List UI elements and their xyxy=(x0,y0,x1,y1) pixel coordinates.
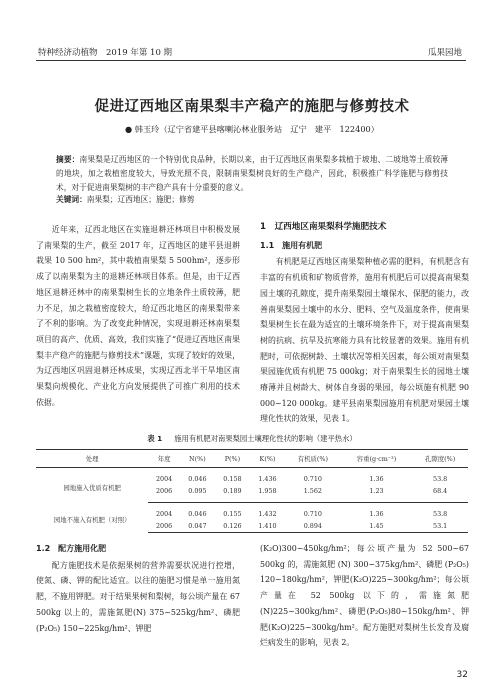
table-cell: 1.436 xyxy=(258,475,277,483)
section-1-2-paragraph: 配方施肥技术是依据果树的营养需要状况进行控增，使氮、磷、钾的配比适宜。以往的施肥习惯是单一施用氮肥，不施用钾肥。对于结果果树和梨树，每公顷产量在 67 500kg 以上的，需施氮肥(N) 375~525kg/hm²、磷肥 (P₂O₅) 150~225kg/hm²、钾肥 xyxy=(36,560,240,633)
table-cell: 53.8 xyxy=(433,510,448,518)
section-1-heading: 1 辽西地区南果梨科学施肥技术 xyxy=(260,222,387,232)
table-cell: 0.046 xyxy=(188,510,207,518)
abstract-label: 摘要： xyxy=(56,155,80,164)
table-header-cell: 处理 xyxy=(36,450,148,468)
intro-paragraph: 近年来，辽西北地区在实施退耕还林项目中积极发展了南果梨的生产，截至 2017 年，辽西地区的建平县退耕栽果 10 500 hm²，其中栽植南果梨 5 500hm²，逐步形成了以南果梨为主的退耕还林项目体系。但是，由于辽西地区退耕还林中的南果梨树生长的立地条件土质较薄，肥力不足，加之栽植密度较大，给辽西北地区的南果梨带来了不利的影响。为了改变此种情况，实现退耕还林南果梨项目的高产、优质、高效，我们实施了“促进辽西地区南果梨丰产稳产的施肥与修剪技术”课题，实现了较好的效果，为辽西地区巩固退耕还林成果，实现辽西北半干旱地区南果梨向规模化、产业化方向发展提供了可推广利用的技术依据。 xyxy=(36,225,240,407)
table-cell: 0.046 xyxy=(188,475,207,483)
treatment-cell: 园地施入优质有机肥 xyxy=(63,483,121,492)
table-header-cell: P(%) xyxy=(215,450,250,468)
continued-paragraph: (K₂O)300~450kg/hm²；每公顷产量为 52 500~67 500kg 的，需施氮肥 (N) 300~375kg/hm²、磷肥 (P₂O₅) 120~180kg/hm²，钾肥(K₂O)225~300kg/hm²；每公顷产量在 52 500kg 以下的，需施氮肥(N)225~300kg/hm²、磷肥(P₂O₅)80~150kg/hm²、钾肥(K₂O)225~300kg/hm²。配方施肥对梨树生长发育及腐烂病发生的影响，见表 2。 xyxy=(260,544,469,648)
right-column xyxy=(260,220,469,427)
section-1-1-heading: 1.1 施用有机肥 xyxy=(260,240,323,250)
article-title: 促进辽西地区南果梨丰产稳产的施肥与修剪技术 xyxy=(94,99,410,115)
table-cell: 1.958 xyxy=(250,485,285,503)
author-line: ● 韩玉玲（辽宁省建平县喀喇沁林业服务站 辽宁 建平 122400） xyxy=(125,124,379,134)
keywords xyxy=(56,194,448,205)
table-cell: 53.8 xyxy=(433,475,448,483)
table-header-row xyxy=(36,450,468,468)
journal-header: 特种经济动植物 2019 年第 10 期 xyxy=(38,48,173,58)
keywords-label: 关键词： xyxy=(56,195,87,204)
table-cell: 1.36 xyxy=(369,475,384,483)
table-label: 表 1 xyxy=(147,434,163,443)
table-cell: 1.562 xyxy=(285,485,341,503)
page-number: 32 xyxy=(456,670,468,680)
table-cell: 68.4 xyxy=(412,485,468,503)
table-cell: 1.410 xyxy=(250,520,285,533)
table-cell: 0.894 xyxy=(285,520,341,533)
right-column-bottom xyxy=(260,541,469,651)
treatment-cell: 园地不施入有机肥（对照） xyxy=(53,516,131,524)
table-header-cell: 容重(g·cm⁻³) xyxy=(341,450,413,468)
table-cell: 2004 xyxy=(155,475,173,483)
table-row xyxy=(36,468,468,486)
table-cell: 0.158 xyxy=(223,475,242,483)
table-cell: 0.047 xyxy=(180,520,215,533)
table-caption xyxy=(0,434,504,444)
header-divider xyxy=(36,60,466,61)
column-header: 瓜果园地 xyxy=(427,48,462,58)
table-cell: 53.1 xyxy=(412,520,468,533)
table-cell: 0.710 xyxy=(303,475,322,483)
section-1-1-paragraph: 有机肥是辽西地区南果梨种植必需的肥料，有机肥含有丰富的有机质和矿物质营养，施用有机肥后可以提高南果梨园土壤的孔隙度，提升南果梨园土壤保水、保肥的能力，改善南果梨园土壤中的水分、肥料、空气及温度条件，使南果梨果树生长在最为适宜的土壤环境条件下，对于提高南果梨树的抗病、抗旱及抗寒能力具有比较显著的效果。施用有机肥时，可依据树龄、土壤状况等相关因素，每公顷对南果梨果园施优质有机肥 75 000kg；对于南果梨生长的园地土壤瘠薄并且树龄大、树体自身弱的果园，每公顷施有机肥 90 000~120 000kg。建平县南果梨园施用有机肥对果园土壤理化性状的效果，见表 1。 xyxy=(260,257,469,424)
table-cell: 1.432 xyxy=(258,510,277,518)
abstract-text: 南果梨是辽西地区的一个特别优良品种，长期以来，由于辽西地区南果梨多栽植于坡地、二坡地等土质较薄的地块，加之栽植密度较大，导致光照不良，限制南果梨树良好的生产稳产，因此，积极推广科学施肥与修剪技术，对于促进南果梨树的丰产稳产具有十分重要的意义。 xyxy=(56,155,448,192)
table-cell: 0.155 xyxy=(223,510,242,518)
left-column-bottom xyxy=(36,541,240,636)
table-cell: 1.36 xyxy=(369,510,384,518)
table-cell: 2004 xyxy=(155,510,173,518)
table-cell: 1.23 xyxy=(341,485,413,503)
table-cell: 0.095 xyxy=(180,485,215,503)
keywords-text: 南果梨；辽西地区；施肥；修剪 xyxy=(86,195,195,204)
abstract xyxy=(56,153,448,195)
table-cell: 2006 xyxy=(148,520,180,533)
soil-properties-table xyxy=(36,449,468,533)
table-header-cell: K(%) xyxy=(250,450,285,468)
table-cell: 1.45 xyxy=(341,520,413,533)
table-header-cell: 有机质(%) xyxy=(285,450,341,468)
table-cell: 2006 xyxy=(148,485,180,503)
table-header-cell: 年度 xyxy=(148,450,180,468)
table-cell: 0.189 xyxy=(215,485,250,503)
left-column xyxy=(36,222,240,410)
section-1-2-heading: 1.2 配方施用化肥 xyxy=(36,544,107,553)
table-cell: 0.126 xyxy=(215,520,250,533)
table-header-cell: N(%) xyxy=(180,450,215,468)
table-header-cell: 孔隙度(%) xyxy=(412,450,468,468)
table-caption-text: 施用有机肥对南果梨园土壤理化性状的影响（建平热水） xyxy=(174,434,357,443)
table-row xyxy=(36,503,468,521)
table-cell: 0.710 xyxy=(303,510,322,518)
